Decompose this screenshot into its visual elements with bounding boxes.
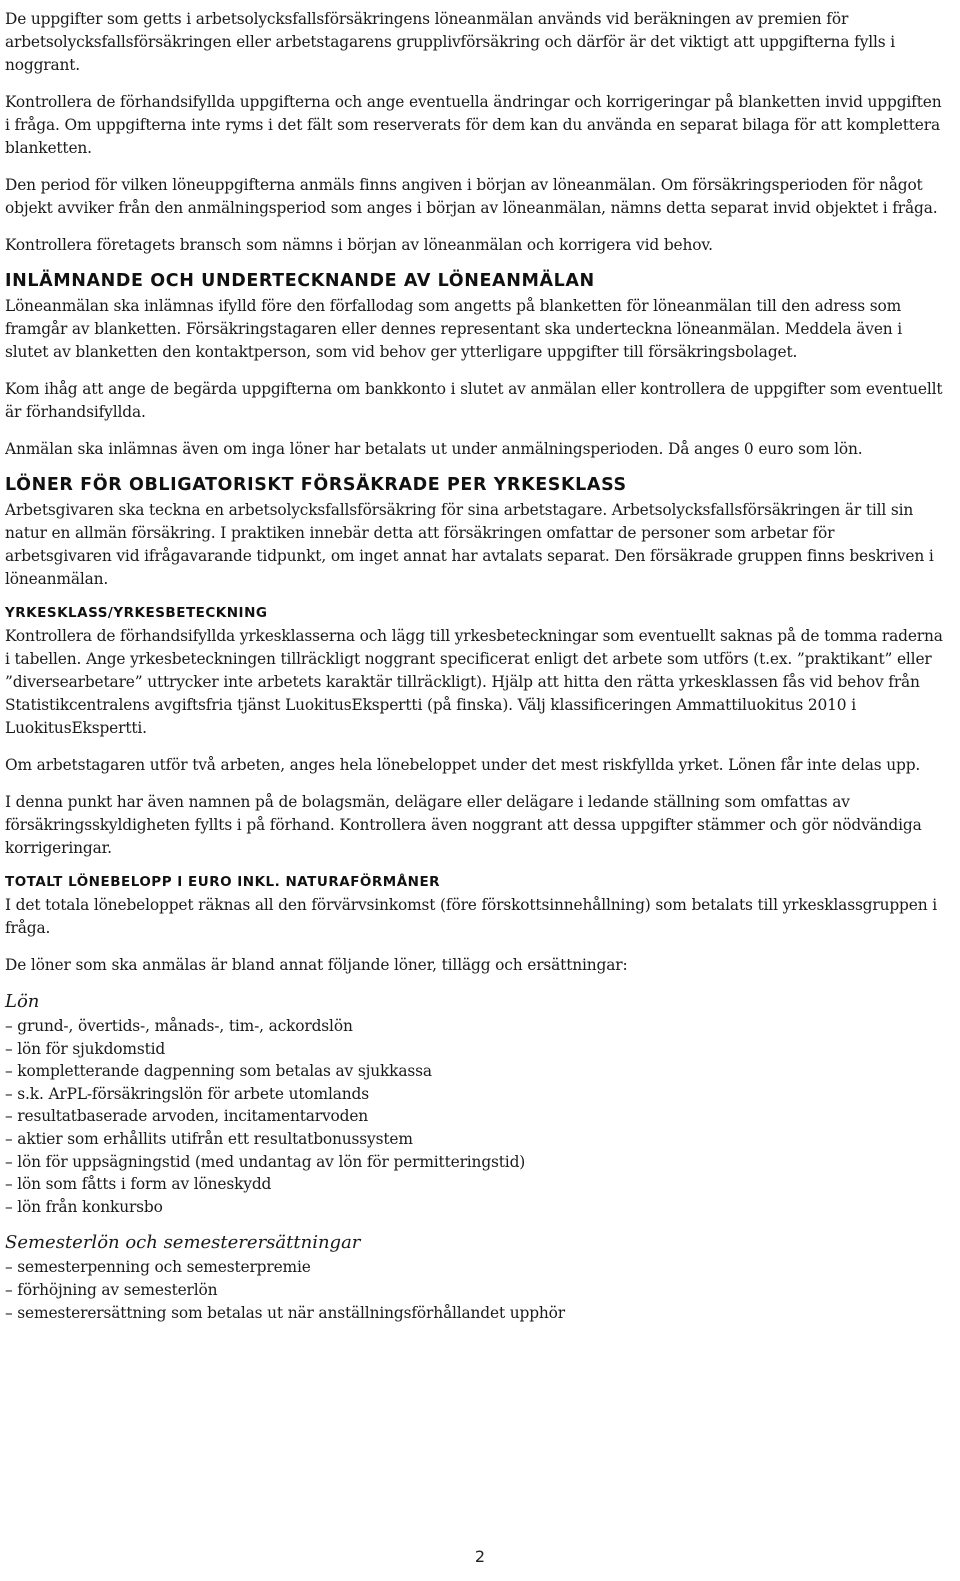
list-title: Semesterlön och semesterersättningar (5, 1232, 361, 1254)
salary-list (5, 989, 945, 1218)
list-item: – semesterpenning och semesterpremie (5, 1258, 311, 1277)
list-title: Lön (5, 991, 40, 1012)
intro-section (5, 8, 945, 257)
list-item: – förhöjning av semesterlön (5, 1280, 218, 1299)
list-item: – lön för sjukdomstid (5, 1039, 166, 1058)
list-item: – s.k. ArPL-försäkringslön för arbete utomlands (5, 1084, 369, 1103)
list-item: – lön som fåtts i form av löneskydd (5, 1175, 272, 1194)
section-paragraph: Om arbetstagaren utför två arbeten, anges hela lönebeloppet under det mest riskfyllda yrket. Lönen får inte delas upp. (5, 756, 921, 774)
section-paragraph: Kontrollera de förhandsifyllda yrkesklasserna och lägg till yrkesbeteckningar som eventuellt saknas på de tomma raderna i tabellen. Ange yrkesbeteckningen tillräckligt noggrant specificerat enligt det arbete som utförs (t.ex. ”praktikant” eller ”diversearbetare” uttrycker inte arbetets karaktär tillräckligt). Hjälp att hitta den rätta yrkesklassen fås vid behov från Statistikcentralens avgiftsfria tjänst LuokitusEkspertti (på finska). Välj klassificeringen Ammattiluokitus 2010 i LuokitusEkspertti. (5, 627, 943, 737)
page-number: 2 (474, 1547, 486, 1566)
list-item: – lön från konkursbo (5, 1197, 163, 1216)
list-item: – semesterersättning som betalas ut när anställningsförhållandet upphör (5, 1303, 565, 1322)
total-wages-section (5, 872, 945, 977)
section-paragraph: I det totala lönebeloppet räknas all den förvärvsinkomst (före förskottsinnehållning) som betalats till yrkesklassgruppen i fråga. (5, 896, 937, 937)
wages-section (5, 473, 945, 591)
subsection-heading: TOTALT LÖNEBELOPP I EURO INKL. NATURAFÖRMÅNER (5, 874, 441, 890)
list-item: – aktier som erhållits utifrån ett resultatbonussystem (5, 1129, 413, 1148)
section-heading: INLÄMNANDE OCH UNDERTECKNANDE AV LÖNEANMÄLAN (5, 271, 595, 291)
dash-list (5, 1256, 945, 1324)
occupation-class-section (5, 603, 945, 860)
section-paragraph: Löneanmälan ska inlämnas ifylld före den förfallodag som angetts på blanketten för löneanmälan till den adress som framgår av blanketten. Försäkringstagaren eller dennes representant ska underteckna löneanmälan. Meddela även i slutet av blanketten den kontaktperson, som vid behov ger ytterligare uppgifter till försäkringsbolaget. (5, 297, 903, 361)
list-item: – resultatbaserade arvoden, incitamentarvoden (5, 1107, 369, 1126)
list-item: – kompletterande dagpenning som betalas av sjukkassa (5, 1062, 432, 1081)
list-item: – grund-, övertids-, månads-, tim-, ackordslön (5, 1017, 353, 1035)
submit-section (5, 269, 945, 461)
section-paragraph: Arbetsgivaren ska teckna en arbetsolycksfallsförsäkring för sina arbetstagare. Arbetsolycksfallsförsäkringen är till sin natur en allmän försäkring. I praktiken innebär detta att försäkringen omfattar de personer som arbetar för arbetsgivaren vid ifrågavarande tidpunkt, om inget annat har avtalats separat. Den försäkrade gruppen finns beskriven i löneanmälan. (5, 501, 934, 588)
section-paragraph: De löner som ska anmälas är bland annat följande löner, tillägg och ersättningar: (5, 956, 628, 974)
intro-paragraph: Den period för vilken löneuppgifterna anmäls finns angiven i början av löneanmälan. Om försäkringsperioden för något objekt avviker från den anmälningsperiod som anges i början av löneanmälan, nämns detta separat invid objektet i fråga. (5, 176, 938, 217)
section-paragraph: Kom ihåg att ange de begärda uppgifterna om bankkonto i slutet av anmälan eller kontrollera de uppgifter som eventuellt är förhandsifyllda. (5, 380, 943, 421)
holiday-pay-list (5, 1230, 945, 1324)
section-paragraph: Anmälan ska inlämnas även om inga löner har betalats ut under anmälningsperioden. Då anges 0 euro som lön. (5, 440, 863, 458)
dash-list (5, 1015, 945, 1218)
section-paragraph: I denna punkt har även namnen på de bolagsmän, delägare eller delägare i ledande ställning som omfattas av försäkringsskyldigheten fyllts i på förhand. Kontrollera även noggrant att dessa uppgifter stämmer och gör nödvändiga korrigeringar. (5, 793, 922, 857)
subsection-heading: YRKESKLASS/YRKESBETECKNING (5, 605, 268, 621)
section-heading: LÖNER FÖR OBLIGATORISKT FÖRSÄKRADE PER YRKESKLASS (5, 475, 627, 495)
intro-paragraph: De uppgifter som getts i arbetsolycksfallsförsäkringens löneanmälan används vid beräkningen av premien för arbetsolycksfallsförsäkringen eller arbetstagarens grupplivförsäkring och därför är det viktigt att uppgifterna fylls i noggrant. (5, 10, 896, 74)
list-item: – lön för uppsägningstid (med undantag av lön för permitteringstid) (5, 1152, 526, 1171)
document-page (5, 8, 945, 1324)
intro-paragraph: Kontrollera de förhandsifyllda uppgifterna och ange eventuella ändringar och korrigeringar på blanketten invid uppgiften i fråga. Om uppgifterna inte ryms i det fält som reserverats för dem kan du använda en separat bilaga för att komplettera blanketten. (5, 93, 942, 157)
intro-paragraph: Kontrollera företagets bransch som nämns i början av löneanmälan och korrigera vid behov. (5, 236, 713, 254)
